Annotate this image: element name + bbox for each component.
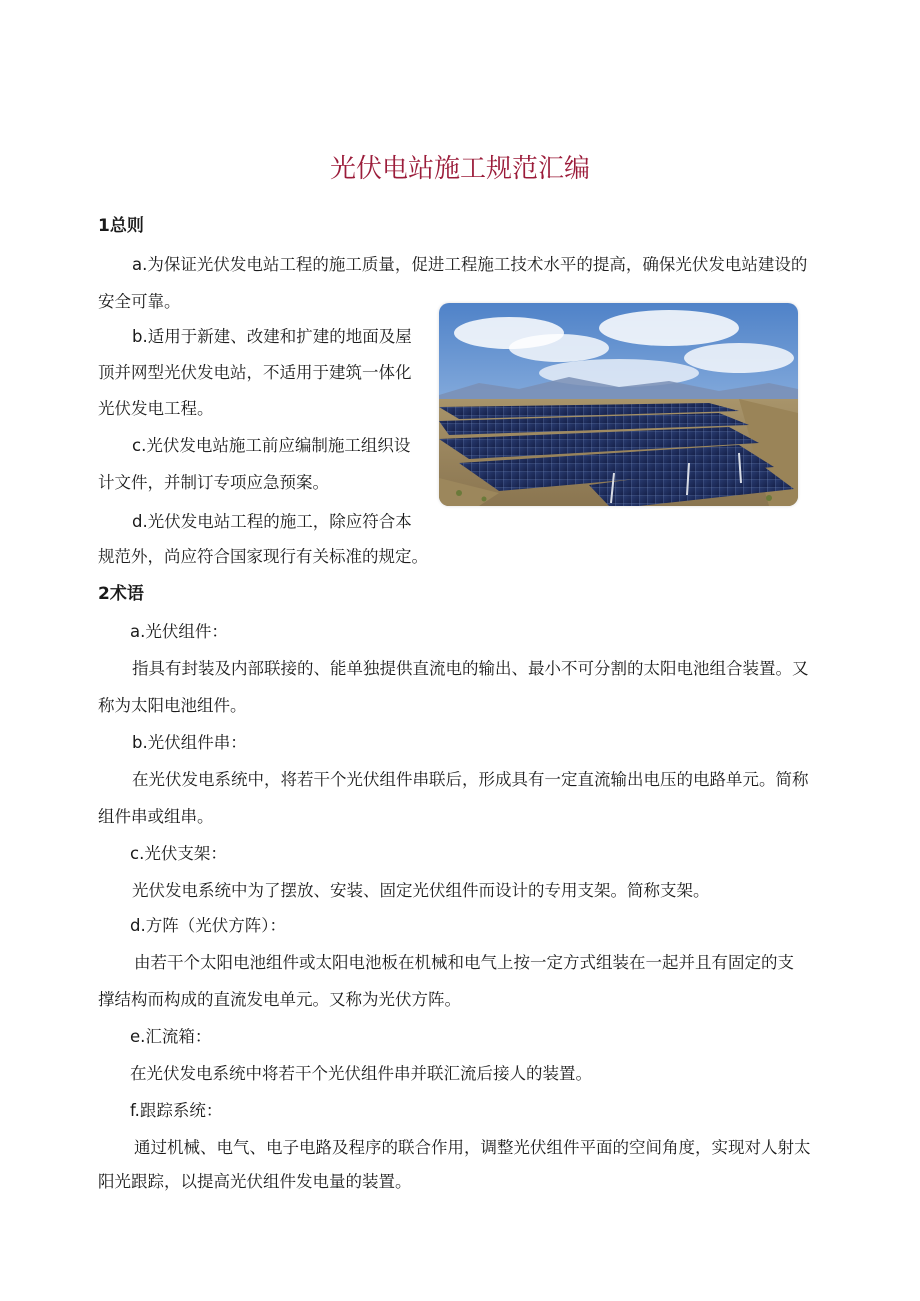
term-heading: f.跟踪系统： [130,1101,223,1120]
solar-farm-photo [439,303,798,506]
paragraph-line: c.光伏发电站施工前应编制施工组织设 [132,436,411,455]
paragraph-line: 光伏发电系统中为了摆放、安装、固定光伏组件而设计的专用支架。简称支架。 [132,881,710,900]
paragraph-line: 组件串或组串。 [98,807,214,826]
section-2-heading: 2术语 [98,584,144,604]
paragraph-line: 由若干个太阳电池组件或太阳电池板在机械和电气上按一定方式组装在一起并且有固定的支 [134,953,794,972]
term-heading: a.光伏组件： [130,622,228,641]
paragraph-line: 撑结构而构成的直流发电单元。又称为光伏方阵。 [98,990,461,1009]
paragraph-line: 阳光跟踪，以提高光伏组件发电量的装置。 [98,1172,412,1191]
paragraph-line: 安全可靠。 [98,292,181,311]
paragraph-line: d.光伏发电站工程的施工，除应符合本 [132,512,412,531]
paragraph-line: 光伏发电工程。 [98,399,214,418]
paragraph-line: 规范外，尚应符合国家现行有关标准的规定。 [98,547,428,566]
paragraph-line: 顶并网型光伏发电站，不适用于建筑一体化 [98,363,412,382]
term-heading: d.方阵（光伏方阵）： [130,916,286,935]
paragraph-line: b.适用于新建、改建和扩建的地面及屋 [132,327,412,346]
section-1-heading: 1总则 [98,216,144,236]
paragraph-line: 称为太阳电池组件。 [98,696,247,715]
paragraph-line: 通过机械、电气、电子电路及程序的联合作用，调整光伏组件平面的空间角度，实现对人射太 [134,1138,811,1157]
page-title: 光伏电站施工规范汇编 [329,154,590,184]
paragraph-line: 指具有封装及内部联接的、能单独提供直流电的输出、最小不可分割的太阳电池组合装置。又 [132,659,809,678]
term-heading: e.汇流箱： [130,1027,212,1046]
paragraph-line: 在光伏发电系统中，将若干个光伏组件串联后，形成具有一定直流输出电压的电路单元。简称 [132,770,809,789]
paragraph-line: 在光伏发电系统中将若干个光伏组件串并联汇流后接人的装置。 [130,1064,592,1083]
paragraph-line: a.为保证光伏发电站工程的施工质量，促进工程施工技术水平的提高，确保光伏发电站建设的 [132,255,808,274]
paragraph-line: 计文件，并制订专项应急预案。 [98,473,329,492]
term-heading: c.光伏支架： [130,844,227,863]
term-heading: b.光伏组件串： [132,733,247,752]
